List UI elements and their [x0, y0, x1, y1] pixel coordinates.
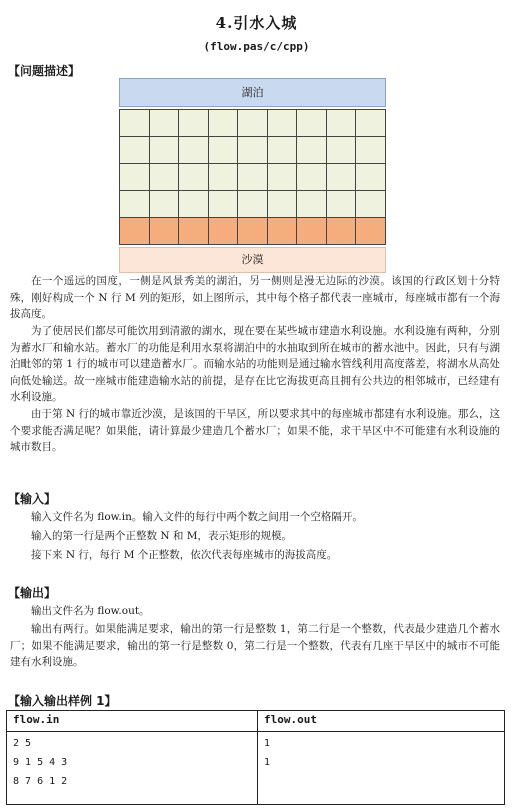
city-cell [268, 164, 298, 191]
output-paragraph-1: 输出文件名为 flow.out。 [31, 605, 150, 617]
arid-city-cell [150, 218, 180, 245]
sample-input-header: flow.in [7, 711, 258, 732]
sample-input-line: 8 7 6 1 2 [13, 776, 68, 787]
city-cell [238, 110, 268, 137]
city-cell [120, 164, 150, 191]
sample-output-line: 1 [264, 757, 271, 768]
city-cell [297, 191, 327, 218]
section-description-heading: 【问题描述】 [8, 64, 81, 78]
city-cell [327, 110, 357, 137]
section-sample-heading: 【输入输出样例 1】 [8, 694, 117, 708]
city-cell [150, 110, 180, 137]
city-cell [120, 110, 150, 137]
lake-grid-figure [119, 78, 386, 273]
city-cell [120, 191, 150, 218]
city-cell [238, 191, 268, 218]
lake-label: 湖泊 [119, 78, 386, 107]
arid-city-cell [209, 218, 239, 245]
input-paragraph-2: 输入的第一行是两个正整数 N 和 M，表示矩形的规模。 [31, 530, 292, 542]
arid-city-cell [327, 218, 357, 245]
problem-files: (flow.pas/c/cpp) [203, 40, 310, 53]
city-cell [179, 164, 209, 191]
arid-city-cell [120, 218, 150, 245]
description-paragraph-1: 在一个遥远的国度，一侧是风景秀美的湖泊，另一侧则是漫无边际的沙漠。该国的行政区划十分特殊，刚好构成一个 N 行 M 列的矩形，如上图所示，其中每个格子都代表一座城市，每座城市都有一个海拔高度。 [10, 275, 500, 320]
city-cell [120, 137, 150, 164]
city-cell [327, 137, 357, 164]
city-cell [209, 110, 239, 137]
city-cell [209, 137, 239, 164]
section-output-heading: 【输出】 [8, 586, 57, 600]
output-paragraph-2: 输出有两行。如果能满足要求，输出的第一行是整数 1，第二行是一个整数，代表最少建造几个蓄水厂；如果不能满足要求，输出的第一行是整数 0，第二行是一个整数，代表有几座干旱区中的城市不可能建有水利设施。 [10, 623, 500, 668]
city-cell [179, 110, 209, 137]
city-cell [327, 164, 357, 191]
city-cell [238, 164, 268, 191]
section-input-heading: 【输入】 [8, 492, 57, 506]
city-cell [150, 137, 180, 164]
city-cell [297, 137, 327, 164]
arid-city-cell [297, 218, 327, 245]
city-grid [119, 109, 386, 245]
arid-city-cell [179, 218, 209, 245]
city-cell [268, 137, 298, 164]
city-cell [238, 137, 268, 164]
city-cell [150, 164, 180, 191]
sample-input-cell [7, 732, 258, 805]
city-cell [179, 191, 209, 218]
city-cell [356, 191, 386, 218]
city-cell [297, 164, 327, 191]
city-cell [356, 164, 386, 191]
sample-input-line: 2 5 [13, 738, 32, 749]
sample-io-table [6, 710, 505, 805]
city-cell [356, 110, 386, 137]
sample-input-line: 9 1 5 4 3 [13, 757, 68, 768]
arid-city-cell [238, 218, 268, 245]
sample-output-cell [258, 732, 505, 805]
description-paragraph-2: 为了使居民们都尽可能饮用到清澈的湖水，现在要在某些城市建造水利设施。水利设施有两种，分别为蓄水厂和输水站。蓄水厂的功能是利用水泵将湖泊中的水抽取到所在城市的蓄水池中。因此，只有与湖泊毗邻的第 1 行的城市可以建造蓄水厂。而输水站的功能则是通过输水管线利用高度落差，将湖水从高处向低处输送。故一座城市能建造输水站的前提，是存在比它海拔更高且拥有公共边的相邻城市，已经建有水利设施。 [10, 325, 500, 403]
city-cell [209, 164, 239, 191]
city-cell [209, 191, 239, 218]
city-cell [268, 110, 298, 137]
arid-city-cell [268, 218, 298, 245]
desert-label: 沙漠 [119, 247, 386, 273]
city-cell [297, 110, 327, 137]
description-paragraph-3: 由于第 N 行的城市靠近沙漠，是该国的干旱区，所以要求其中的每座城市都建有水利设施。那么，这个要求能否满足呢？如果能，请计算最少建造几个蓄水厂；如果不能，求干旱区中不可能建有水利设施的城市数目。 [10, 408, 500, 453]
problem-title: 4.引水入城 [215, 14, 298, 32]
arid-city-cell [356, 218, 386, 245]
city-cell [179, 137, 209, 164]
input-paragraph-1: 输入文件名为 flow.in。输入文件的每行中两个数之间用一个空格隔开。 [31, 511, 363, 523]
city-cell [356, 137, 386, 164]
sample-output-line: 1 [264, 738, 271, 749]
city-cell [150, 191, 180, 218]
input-paragraph-3: 接下来 N 行，每行 M 个正整数，依次代表每座城市的海拔高度。 [31, 549, 338, 561]
sample-output-header: flow.out [258, 711, 505, 732]
city-cell [327, 191, 357, 218]
city-cell [268, 191, 298, 218]
